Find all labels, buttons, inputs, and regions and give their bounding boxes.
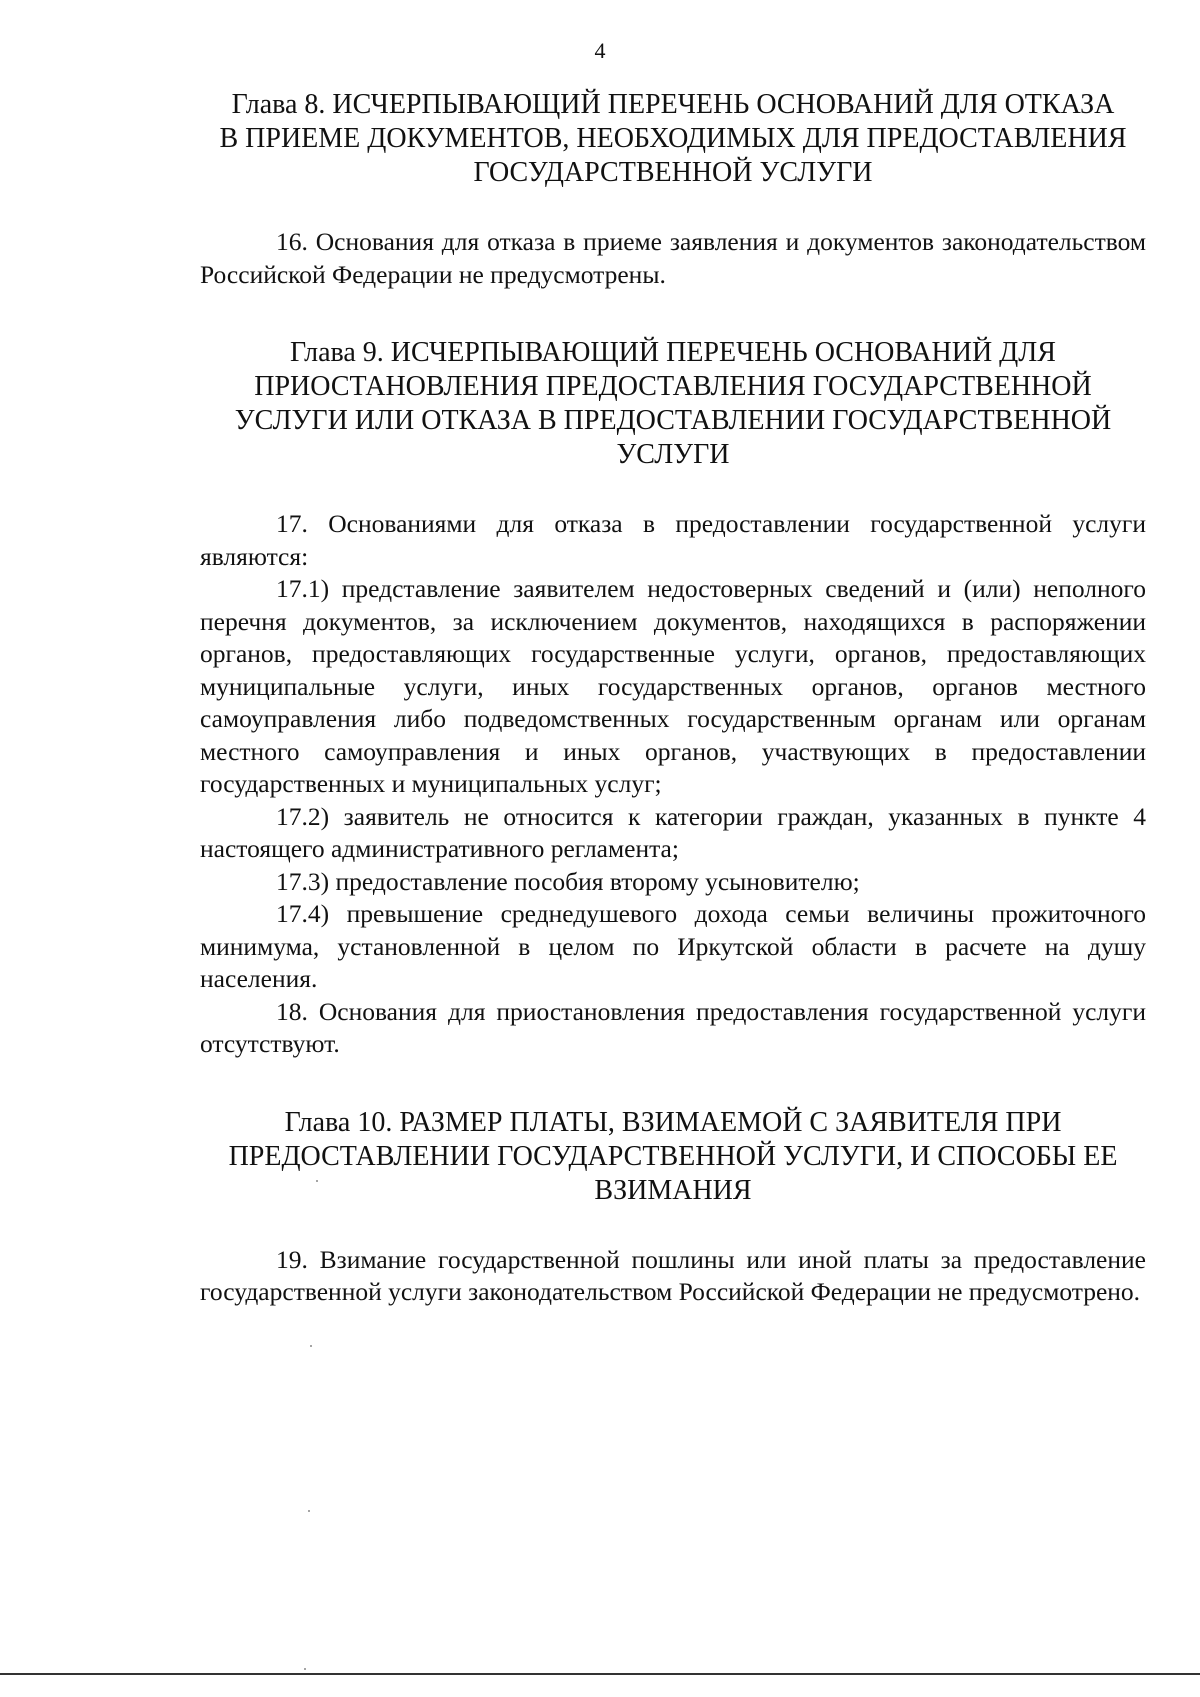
- paragraph-19: 19. Взимание государственной пошлины или иной платы за предоставление государственной услуги законодательством Российской Федерации не предусмотрено.: [200, 1244, 1146, 1306]
- chapter-title-line: ПРЕДОСТАВЛЕНИИ ГОСУДАРСТВЕННОЙ УСЛУГИ, И СПОСОБЫ ЕЕ: [228, 1140, 1118, 1172]
- page-number: 4: [594, 38, 606, 63]
- document-body: [200, 88, 1146, 1309]
- chapter-title-line: ГОСУДАРСТВЕННОЙ УСЛУГИ: [473, 157, 873, 188]
- paragraph-17-3: 17.3) предоставление пособия второму усыновителю;: [276, 866, 860, 896]
- page-bottom-rule: [0, 1673, 1200, 1675]
- paragraph-17-1: 17.1) представление заявителем недостоверных сведений и (или) неполного перечня документов, за исключением документов, находящихся в распоряжении органов, предоставляющих государственные услуги, органов, предоставляющих муниципальные услуги, иных государственных органов, органов местного самоуправления либо подведомственных государственным органам или органам местного самоуправления и иных органов, участвующих в предоставлении государственных и муниципальных услуг;: [200, 574, 1146, 798]
- chapter-title-line: Глава 9. ИСЧЕРПЫВАЮЩИЙ ПЕРЕЧЕНЬ ОСНОВАНИЙ ДЛЯ: [290, 337, 1056, 368]
- paragraph-18: 18. Основания для приостановления предоставления государственной услуги отсутствуют.: [200, 996, 1146, 1058]
- chapter-8: [200, 88, 1146, 291]
- chapter-title-line: ПРИОСТАНОВЛЕНИЯ ПРЕДОСТАВЛЕНИЯ ГОСУДАРСТВЕННОЙ: [254, 371, 1092, 402]
- paragraph-17-4: 17.4) превышение среднедушевого дохода семьи величины прожиточного минимума, установленной в целом по Иркутской области в расчете на душу населения.: [200, 899, 1146, 993]
- paragraph-17-2: 17.2) заявитель не относится к категории граждан, указанных в пункте 4 настоящего административного регламента;: [200, 801, 1146, 863]
- chapter-9: [200, 336, 1146, 1061]
- chapter-10-title: [200, 1106, 1146, 1208]
- chapter-9-title: [200, 336, 1146, 472]
- scan-speck: [304, 1668, 306, 1670]
- paragraph-16: 16. Основания для отказа в приеме заявления и документов законодательством Российской Федерации не предусмотрены.: [200, 227, 1146, 289]
- chapter-title-line: УСЛУГИ ИЛИ ОТКАЗА В ПРЕДОСТАВЛЕНИИ ГОСУДАРСТВЕННОЙ: [234, 405, 1112, 436]
- paragraph-17: 17. Основаниями для отказа в предоставлении государственной услуги являются:: [200, 509, 1146, 571]
- chapter-title-line: УСЛУГИ: [616, 439, 730, 470]
- scan-speck: [308, 1510, 310, 1512]
- chapter-title-line: ВЗИМАНИЯ: [594, 1174, 752, 1206]
- chapter-8-title: [200, 88, 1146, 190]
- scan-speck: [316, 1180, 318, 1182]
- chapter-10: [200, 1106, 1146, 1309]
- chapter-title-line: Глава 8. ИСЧЕРПЫВАЮЩИЙ ПЕРЕЧЕНЬ ОСНОВАНИЙ ДЛЯ ОТКАЗА: [231, 89, 1115, 120]
- chapter-title-line: Глава 10. РАЗМЕР ПЛАТЫ, ВЗИМАЕМОЙ С ЗАЯВИТЕЛЯ ПРИ: [284, 1106, 1062, 1138]
- chapter-title-line: В ПРИЕМЕ ДОКУМЕНТОВ, НЕОБХОДИМЫХ ДЛЯ ПРЕДОСТАВЛЕНИЯ: [219, 123, 1127, 154]
- scan-speck: [310, 1345, 312, 1347]
